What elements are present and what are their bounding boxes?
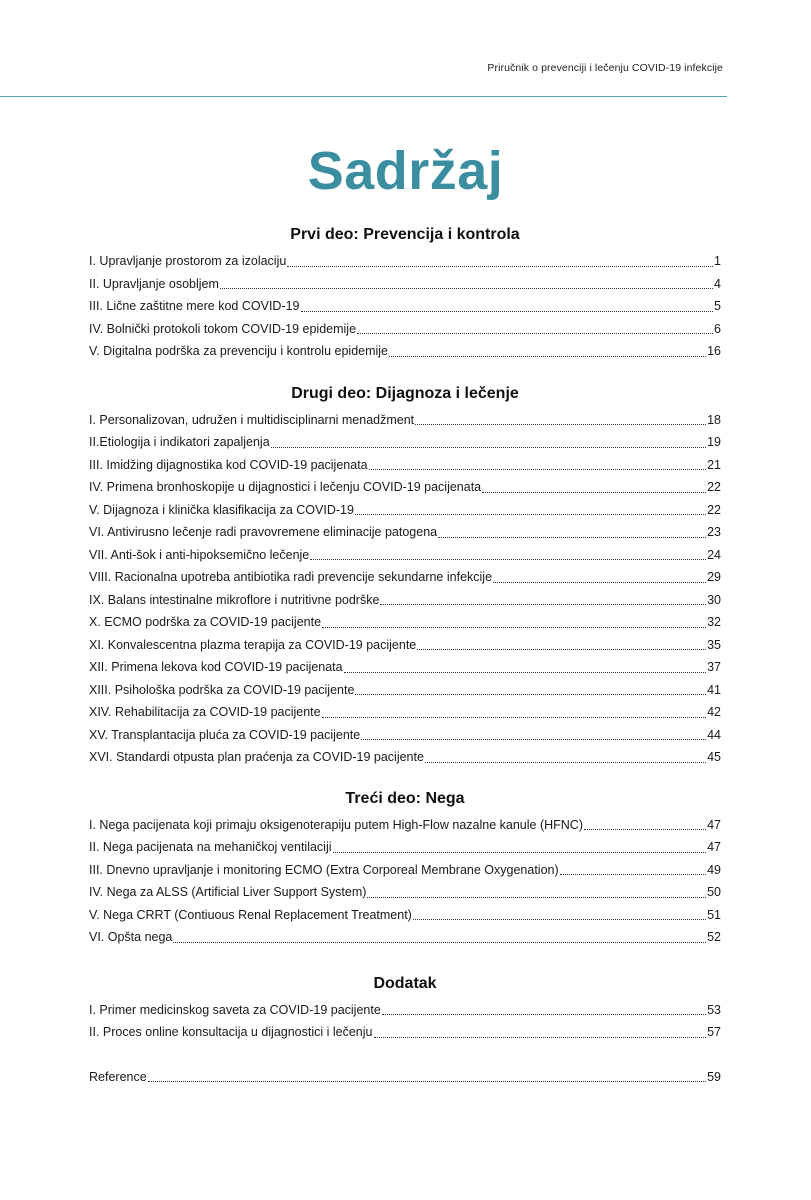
toc-entry-label: I. Nega pacijenata koji primaju oksigenoterapiju putem High-Flow nazalne kanule (HFNC) — [89, 817, 583, 832]
dot-leader — [425, 762, 706, 763]
toc-entry[interactable] — [89, 476, 721, 499]
toc-entry-label: X. ECMO podrška za COVID-19 pacijente — [89, 615, 322, 629]
toc-entry-label: IV. Bolnički protokoli tokom COVID-19 epidemije — [89, 321, 357, 336]
dot-leader — [173, 942, 706, 943]
toc-entry-label: III. Lične zaštitne mere kod COVID-19 — [89, 299, 300, 313]
dot-leader — [417, 649, 706, 650]
toc-entry-label: VII. Anti-šok i anti-hipoksemično lečenje — [89, 547, 310, 562]
section-spacer — [89, 769, 721, 788]
toc-entry-page-number: 29 — [707, 570, 721, 584]
toc-entry[interactable] — [89, 1021, 721, 1044]
toc-entry-label: IX. Balans intestinalne mikroflore i nutritivne podrške — [89, 592, 380, 607]
toc-entry-label: V. Nega CRRT (Contiuous Renal Replacement Treatment) — [89, 907, 412, 922]
dot-leader — [482, 492, 706, 493]
toc-entry[interactable] — [89, 589, 721, 612]
toc-section — [89, 788, 721, 949]
toc-entry-page-number: 47 — [707, 817, 721, 832]
toc-entry-page-number: 44 — [707, 727, 721, 742]
toc-entry-page-number: 19 — [707, 435, 721, 449]
toc-entry-label: VIII. Racionalna upotreba antibiotika radi prevencije sekundarne infekcije — [89, 570, 493, 584]
toc-entry-page-number: 41 — [707, 682, 721, 697]
toc-section — [89, 1066, 721, 1089]
toc-entry[interactable] — [89, 431, 721, 454]
toc-entry-page-number: 6 — [714, 321, 721, 336]
toc-entry-page-number: 45 — [707, 750, 721, 764]
toc-entry[interactable] — [89, 701, 721, 724]
toc-entry-label: XIV. Rehabilitacija za COVID-19 pacijente — [89, 705, 321, 719]
toc-entry-page-number: 52 — [707, 930, 721, 944]
toc-entry-label: II. Proces online konsultacija u dijagnostici i lečenju — [89, 1025, 373, 1039]
toc-entry-page-number: 18 — [707, 412, 721, 427]
toc-entry-page-number: 37 — [707, 660, 721, 674]
toc-entry-page-number: 59 — [707, 1069, 721, 1084]
toc-entry-label: II. Upravljanje osobljem — [89, 276, 219, 291]
dot-leader — [220, 288, 713, 289]
dot-leader — [301, 311, 714, 312]
toc-entry-page-number: 49 — [707, 862, 721, 877]
dot-leader — [322, 627, 706, 628]
dot-leader — [438, 537, 706, 538]
toc-entry-label: XII. Primena lekova kod COVID-19 pacijenata — [89, 660, 343, 674]
dot-leader — [344, 672, 706, 673]
toc-entry[interactable] — [89, 1066, 721, 1089]
toc-entry-label: VI. Antivirusno lečenje radi pravovremene eliminacije patogena — [89, 525, 438, 539]
toc-entry-label: IV. Nega za ALSS (Artificial Liver Support System) — [89, 885, 367, 899]
toc-entry-page-number: 30 — [707, 592, 721, 607]
dot-leader — [493, 582, 706, 583]
toc-entry-page-number: 57 — [707, 1025, 721, 1039]
dot-leader — [310, 559, 706, 560]
dot-leader — [584, 829, 706, 830]
toc-entry-page-number: 32 — [707, 615, 721, 629]
dot-leader — [355, 694, 706, 695]
toc-entry-page-number: 21 — [707, 457, 721, 472]
toc-entry-page-number: 23 — [707, 525, 721, 539]
toc-entry-page-number: 1 — [714, 254, 721, 268]
toc-entry[interactable] — [89, 999, 721, 1022]
toc-entry[interactable] — [89, 634, 721, 657]
toc-entry-page-number: 22 — [707, 480, 721, 494]
toc-entry-label: III. Dnevno upravljanje i monitoring ECMO (Extra Corporeal Membrane Oxygenation) — [89, 862, 559, 877]
toc-entry-label: VI. Opšta nega — [89, 930, 173, 944]
dot-leader — [380, 604, 706, 605]
section-heading: Prvi deo: Prevencija i kontrola — [290, 226, 520, 243]
page-title: Sadržaj — [307, 141, 504, 201]
dot-leader — [413, 919, 706, 920]
toc-entry[interactable] — [89, 926, 721, 949]
toc-entry-label: XI. Konvalescentna plazma terapija za COVID-19 pacijente — [89, 637, 417, 652]
toc-entry[interactable] — [89, 340, 721, 363]
toc-entry[interactable] — [89, 881, 721, 904]
toc-entry[interactable] — [89, 409, 721, 432]
section-heading: Treći deo: Nega — [345, 789, 465, 807]
toc-entry-label: I. Primer medicinskog saveta za COVID-19 pacijente — [89, 1002, 381, 1017]
toc-entry-page-number: 53 — [707, 1002, 721, 1017]
dot-leader — [374, 1037, 707, 1038]
toc-entry-label: III. Imidžing dijagnostika kod COVID-19 pacijenata — [89, 457, 368, 472]
table-of-contents — [89, 224, 721, 1088]
toc-entry[interactable] — [89, 295, 721, 318]
toc-entry[interactable] — [89, 746, 721, 769]
toc-entry-label: V. Digitalna podrška za prevenciju i kontrolu epidemije — [89, 344, 389, 358]
toc-entry-page-number: 50 — [707, 885, 721, 899]
running-header: Priručnik o prevenciji i lečenju COVID-19 infekcije — [487, 62, 723, 74]
dot-leader — [382, 1014, 706, 1015]
dot-leader — [415, 424, 706, 425]
dot-leader — [322, 717, 706, 718]
toc-entry-label: I. Personalizovan, udružen i multidisciplinarni menadžment — [89, 412, 415, 427]
toc-entry[interactable] — [89, 836, 721, 859]
toc-entry-label: Reference — [89, 1069, 147, 1084]
dot-leader — [560, 874, 706, 875]
dot-leader — [333, 852, 707, 853]
toc-entry[interactable] — [89, 250, 721, 273]
toc-section — [89, 224, 721, 363]
toc-entry-page-number: 47 — [707, 840, 721, 854]
toc-entry[interactable] — [89, 566, 721, 589]
toc-entry[interactable] — [89, 611, 721, 634]
dot-leader — [271, 447, 706, 448]
toc-entry-page-number: 24 — [707, 547, 721, 562]
toc-entry-label: V. Dijagnoza i klinička klasifikacija za COVID-19 — [89, 502, 354, 517]
dot-leader — [389, 356, 706, 357]
toc-entry[interactable] — [89, 679, 721, 702]
dot-leader — [355, 514, 706, 515]
toc-entry-label: IV. Primena bronhoskopije u dijagnostici i lečenju COVID-19 pacijenata — [89, 480, 482, 494]
toc-entry-label: XV. Transplantacija pluća za COVID-19 pacijente — [89, 727, 361, 742]
toc-entry-page-number: 42 — [707, 705, 721, 719]
toc-entry-label: II.Etiologija i indikatori zapaljenja — [89, 435, 270, 449]
toc-entry-page-number: 35 — [707, 637, 721, 652]
section-spacer — [89, 1044, 721, 1066]
toc-entry[interactable] — [89, 273, 721, 296]
dot-leader — [361, 739, 706, 740]
toc-entry[interactable] — [89, 724, 721, 747]
toc-entry-page-number: 5 — [714, 299, 721, 313]
section-heading: Dodatak — [373, 974, 437, 992]
toc-entry[interactable] — [89, 656, 721, 679]
toc-section — [89, 973, 721, 1044]
toc-entry-label: I. Upravljanje prostorom za izolaciju — [89, 254, 287, 268]
toc-entry-page-number: 4 — [714, 276, 721, 291]
toc-entry[interactable] — [89, 544, 721, 567]
dot-leader — [369, 469, 706, 470]
dot-leader — [357, 333, 713, 334]
section-heading: Drugi deo: Dijagnoza i lečenje — [291, 384, 519, 402]
toc-section — [89, 383, 721, 769]
toc-entry[interactable] — [89, 318, 721, 341]
toc-entry[interactable] — [89, 454, 721, 477]
toc-entry-label: XVI. Standardi otpusta plan praćenja za COVID-19 pacijente — [89, 750, 424, 764]
dot-leader — [287, 266, 713, 267]
toc-entry-page-number: 16 — [707, 344, 721, 358]
toc-entry[interactable] — [89, 499, 721, 522]
dot-leader — [367, 897, 706, 898]
toc-entry-label: XIII. Psihološka podrška za COVID-19 pacijente — [89, 682, 355, 697]
dot-leader — [148, 1081, 706, 1082]
section-spacer — [89, 363, 721, 383]
toc-entry[interactable] — [89, 521, 721, 544]
toc-entry[interactable] — [89, 859, 721, 882]
toc-entry-label: II. Nega pacijenata na mehaničkoj ventilaciji — [89, 840, 332, 854]
toc-entry[interactable] — [89, 814, 721, 837]
toc-entry-page-number: 51 — [707, 907, 721, 922]
toc-entry-page-number: 22 — [707, 502, 721, 517]
section-spacer — [89, 949, 721, 973]
toc-entry[interactable] — [89, 904, 721, 927]
header-divider — [0, 96, 727, 97]
